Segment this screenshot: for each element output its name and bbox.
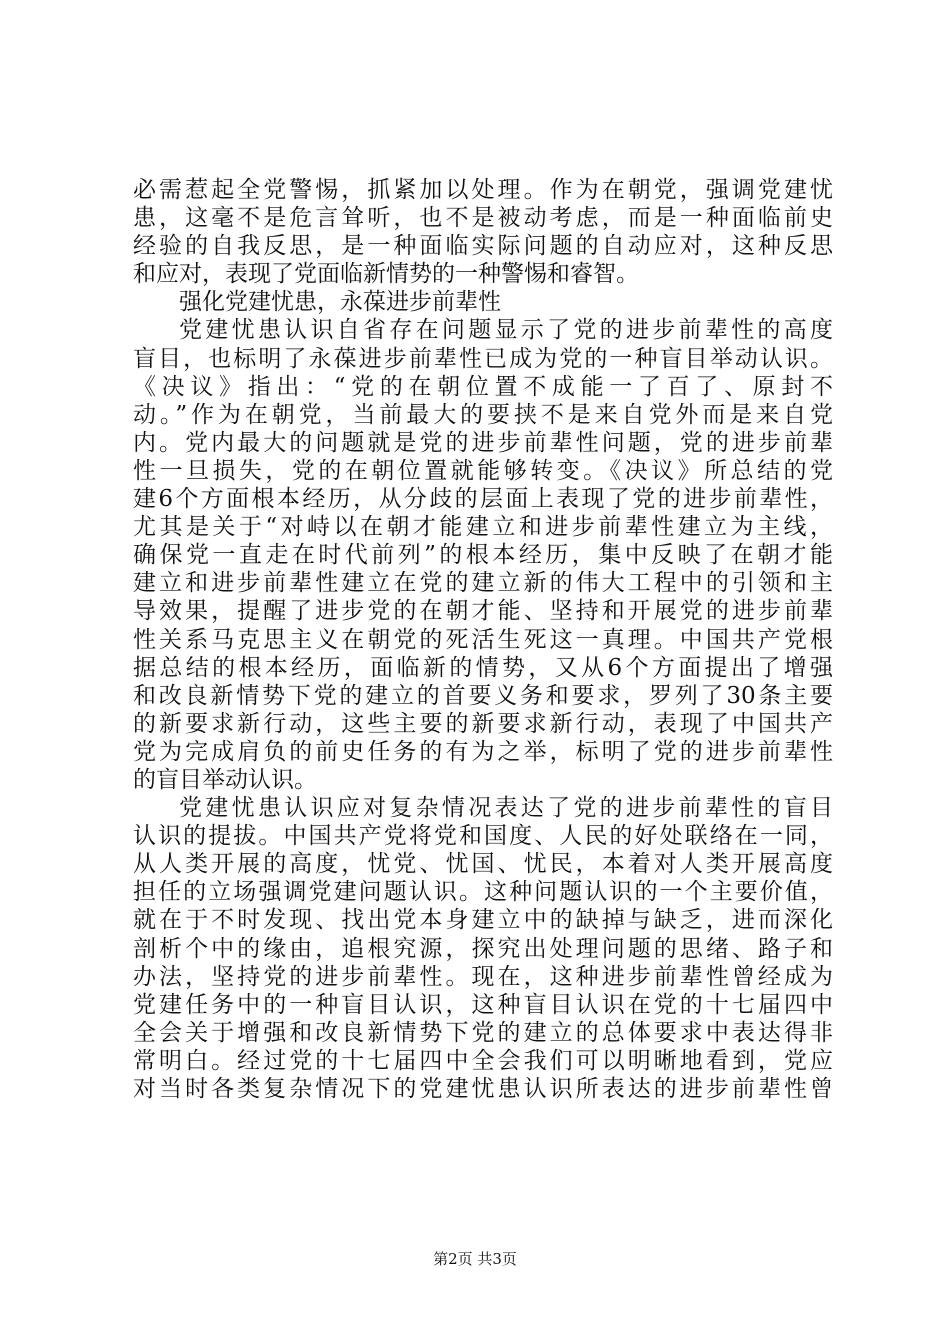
- text-line: 和改良新情势下党的建立的首要义务和要求，罗列了30条主要: [133, 682, 833, 709]
- text-line: 认识的提拔。中国共产党将党和国度、人民的好处联络在一同，: [133, 823, 833, 850]
- text-line: 导效果，提醒了进步党的在朝才能、坚持和开展党的进步前辈: [133, 598, 833, 625]
- text-line: 的新要求新行动，这些主要的新要求新行动，表现了中国共产: [133, 710, 833, 737]
- text-line: 常明白。经过党的十七届四中全会我们可以明晰地看到，党应: [133, 1047, 833, 1074]
- text-line: 党建忧患认识自省存在问题显示了党的进步前辈性的高度: [179, 317, 833, 344]
- text-line: 确保党一直走在时代前列”的根本经历，集中反映了在朝才能: [133, 542, 833, 569]
- text-line: 党为完成肩负的前史任务的有为之举，标明了党的进步前辈性: [133, 738, 833, 765]
- text-line: 据总结的根本经历，面临新的情势，又从6个方面提出了增强: [133, 654, 833, 681]
- text-line: 建6个方面根本经历，从分歧的层面上表现了党的进步前辈性，: [133, 486, 833, 513]
- text-line: 患，这毫不是危言耸听，也不是被动考虑，而是一种面临前史: [133, 205, 833, 232]
- text-line: 全会关于增强和改良新情势下党的建立的总体要求中表达得非: [133, 1019, 833, 1046]
- text-line: 强化党建忧患，永葆进步前辈性: [179, 289, 501, 316]
- text-line: 担任的立场强调党建问题认识。这种问题认识的一个主要价值，: [133, 879, 833, 906]
- page-footer: 第2页 共3页: [433, 1250, 517, 1268]
- text-line: 办法，坚持党的进步前辈性。现在，这种进步前辈性曾经成为: [133, 963, 833, 990]
- text-line: 盲目，也标明了永葆进步前辈性已成为党的一种盲目举动认识。: [133, 345, 833, 372]
- text-line: 党建忧患认识应对复杂情况表达了党的进步前辈性的盲目: [179, 795, 833, 822]
- text-line: 和应对，表现了党面临新情势的一种警惕和睿智。: [133, 261, 639, 288]
- text-line: 经验的自我反思，是一种面临实际问题的自动应对，这种反思: [133, 233, 833, 260]
- text-line: 从人类开展的高度，忧党、忧国、忧民，本着对人类开展高度: [133, 851, 833, 878]
- text-line: 动。”作为在朝党，当前最大的要挟不是来自党外而是来自党: [133, 401, 833, 428]
- text-line: 《决议》指出：“党的在朝位置不成能一了百了、原封不: [133, 373, 833, 400]
- text-line: 对当时各类复杂情况下的党建忧患认识所表达的进步前辈性曾: [133, 1076, 833, 1102]
- text-line: 内。党内最大的问题就是党的进步前辈性问题，党的进步前辈: [133, 429, 833, 456]
- text-line: 性关系马克思主义在朝党的死活生死这一真理。中国共产党根: [133, 626, 833, 653]
- text-line: 必需惹起全党警惕，抓紧加以处理。作为在朝党，强调党建忧: [133, 177, 833, 203]
- text-line: 党建任务中的一种盲目认识，这种盲目认识在党的十七届四中: [133, 991, 833, 1018]
- text-line: 性一旦损失，党的在朝位置就能够转变。《决议》所总结的党: [133, 457, 833, 484]
- text-line: 剖析个中的缘由，追根究源，探究出处理问题的思绪、路子和: [133, 935, 833, 962]
- text-line: 的盲目举动认识。: [133, 766, 317, 793]
- text-line: 尤其是关于“对峙以在朝才能建立和进步前辈性建立为主线，: [133, 514, 833, 541]
- document-body: [133, 176, 833, 1103]
- text-line: 就在于不时发现、找出党本身建立中的缺掉与缺乏，进而深化: [133, 907, 833, 934]
- text-line: 建立和进步前辈性建立在党的建立新的伟大工程中的引领和主: [133, 570, 833, 597]
